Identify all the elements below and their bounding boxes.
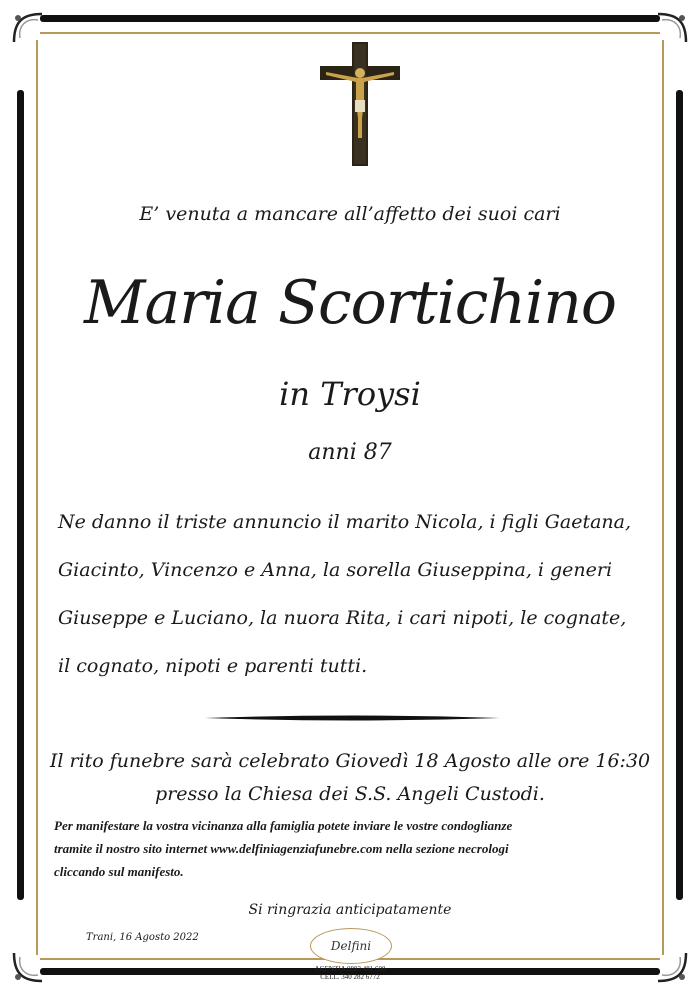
intro-text: E’ venuta a mancare all’affetto dei suoi cari: [139, 203, 561, 225]
agency-cell: CELL. 340 282 6772: [320, 973, 380, 981]
divider: [205, 713, 500, 723]
funeral-line: Il rito funebre sarà celebrato Giovedì 18 Agosto alle ore 16:30: [49, 750, 651, 772]
thanks-text: Si ringrazia anticipatamente: [248, 902, 452, 918]
frame-gold-left: [36, 40, 38, 955]
condolence-line: cliccando sul manifesto.: [54, 864, 184, 879]
age: anni 87: [308, 440, 392, 465]
married-name: in Troysi: [279, 375, 421, 413]
announcement-line: il cognato, nipoti e parenti tutti.: [58, 655, 368, 677]
agency-logo: [304, 928, 396, 988]
place-date: Trani, 16 Agosto 2022: [86, 932, 199, 943]
frame-gold-right: [662, 40, 664, 955]
announcement-line: Giuseppe e Luciano, la nuora Rita, i cari nipoti, le cognate,: [58, 607, 627, 629]
announcement-paragraph: [58, 498, 648, 690]
frame-gold-top: [40, 32, 660, 34]
announcement-line: Giacinto, Vincenzo e Anna, la sorella Giuseppina, i generi: [58, 559, 613, 581]
condolence-line: Per manifestare la vostra vicinanza alla famiglia potete inviare le vostre condoglianze: [54, 818, 513, 833]
condolence-note: [54, 814, 654, 883]
corner-ornament-top-left: [8, 8, 48, 48]
frame-top-bar: [40, 15, 660, 22]
corner-ornament-bottom-right: [652, 947, 692, 987]
funeral-info: [0, 745, 700, 811]
corner-ornament-bottom-left: [8, 947, 48, 987]
agency-logo-name: Delfini: [330, 939, 372, 953]
condolence-line: tramite il nostro sito internet www.delfiniagenziafunebre.com nella sezione necrologi: [54, 841, 509, 856]
corner-ornament-top-right: [652, 8, 692, 48]
deceased-name: Maria Scortichino: [84, 268, 616, 338]
crucifix-icon: [318, 42, 402, 166]
agency-phone: AGENZIA 0883 481 608: [314, 965, 386, 973]
agency-logo-emblem: [310, 928, 392, 964]
announcement-line: Ne danno il triste annuncio il marito Nicola, i figli Gaetana,: [58, 511, 632, 533]
funeral-line: presso la Chiesa dei S.S. Angeli Custodi.: [155, 783, 545, 805]
